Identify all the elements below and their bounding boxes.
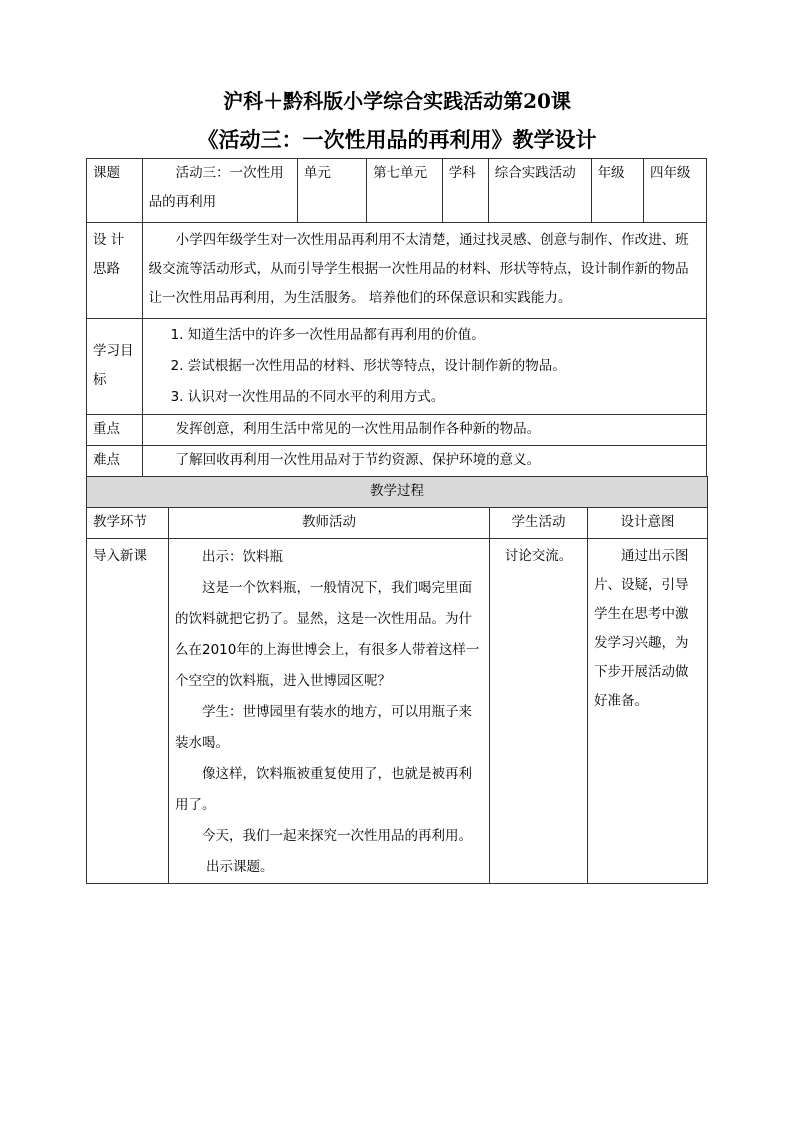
key-point-text: 发挥创意，利用生活中常见的一次性用品制作各种新的物品。 xyxy=(142,415,706,446)
teacher-activity-cell xyxy=(169,539,490,884)
design-idea-text: 小学四年级学生对一次性用品再利用不太清楚，通过找灵感、创意与制作、作改进、班级交流等活动形式，从而引导学生根据一次性用品的材料、形状等特点，设计制作新的物品让一次性用品再利用，为生活服务。 培养他们的环保意识和实践能力。 xyxy=(142,223,706,319)
student-activity-cell: 讨论交流。 xyxy=(490,539,588,884)
lesson-info-table xyxy=(86,158,707,477)
teacher-paragraph: 像这样，饮料瓶被重复使用了，也就是被再利用了。 xyxy=(175,766,472,813)
subject-label: 学科 xyxy=(442,159,488,223)
col-header-stage: 教学环节 xyxy=(87,508,169,539)
teacher-paragraph: 学生：世博园里有装水的地方，可以用瓶子来装水喝。 xyxy=(175,704,472,751)
learning-goal-label: 学习目标 xyxy=(87,319,143,415)
design-intent-cell: 通过出示图片、设疑，引导学生在思考中激发学习兴趣，为下步开展活动做好准备。 xyxy=(588,539,708,884)
process-section-title: 教学过程 xyxy=(87,477,708,508)
goal-item: 3. 认识对一次性用品的不同水平的利用方式。 xyxy=(170,389,445,405)
topic-label: 课题 xyxy=(87,159,143,223)
key-point-label: 重点 xyxy=(87,415,143,446)
unit-value: 第七单元 xyxy=(367,159,443,223)
teacher-paragraph: 出示：饮料瓶 xyxy=(202,549,283,565)
goal-item: 2. 尝试根据一次性用品的材料、形状等特点，设计制作新的物品。 xyxy=(170,358,566,374)
col-header-teacher: 教师活动 xyxy=(169,508,490,539)
unit-label: 单元 xyxy=(297,159,366,223)
teaching-process-table xyxy=(86,476,708,884)
learning-goal-list xyxy=(142,319,706,415)
difficulty-label: 难点 xyxy=(87,446,143,477)
goal-item: 1. 知道生活中的许多一次性用品都有再利用的价值。 xyxy=(170,327,485,343)
teacher-paragraph: 出示课题。 xyxy=(206,859,274,875)
design-idea-label: 设 计 思路 xyxy=(87,223,143,319)
topic-value: 活动三：一次性用品的再利用 xyxy=(142,159,297,223)
teacher-paragraph: 今天，我们一起来探究一次性用品的再利用。 xyxy=(202,828,472,844)
subject-value: 综合实践活动 xyxy=(488,159,591,223)
difficulty-text: 了解回收再利用一次性用品对于节约资源、保护环境的意义。 xyxy=(142,446,706,477)
teacher-paragraph: 这是一个饮料瓶，一般情况下，我们喝完里面的饮料就把它扔了。显然，这是一次性用品。为什么在2010年的上海世博会上，有很多人带着这样一个空空的饮料瓶，进入世博园区呢？ xyxy=(175,580,480,689)
document-title-line1: 沪科＋黔科版小学综合实践活动第20课 xyxy=(223,89,571,113)
col-header-student: 学生活动 xyxy=(490,508,588,539)
grade-label: 年级 xyxy=(591,159,643,223)
document-title-line2: 《活动三：一次性用品的再利用》教学设计 xyxy=(197,127,597,152)
col-header-design: 设计意图 xyxy=(588,508,708,539)
stage-cell: 导入新课 xyxy=(87,539,169,884)
grade-value: 四年级 xyxy=(644,159,707,223)
